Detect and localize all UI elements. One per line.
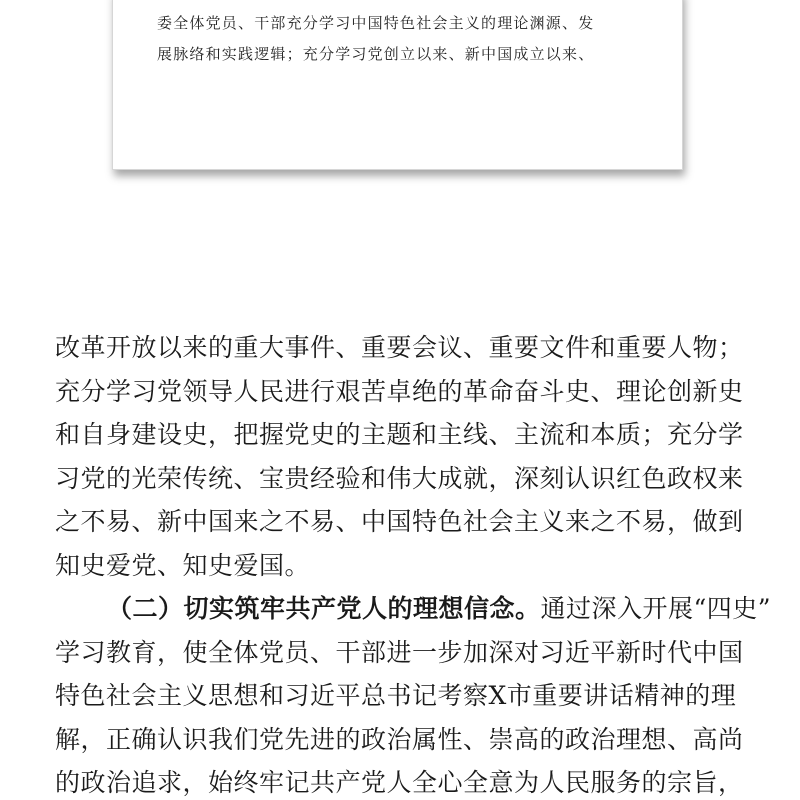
- body-line: 学习教育，使全体党员、干部进一步加深对习近平新时代中国: [55, 637, 744, 667]
- body-line: 之不易、新中国来之不易、中国特色社会主义来之不易，做到: [55, 507, 744, 536]
- body-line: 和自身建设史，把握党史的主题和主线、主流和本质；充分学: [55, 420, 744, 449]
- prev-page-line: 展脉络和实践逻辑；充分学习党创立以来、新中国成立以来、: [157, 45, 595, 63]
- prev-page-line: 委全体党员、干部充分学习中国特色社会主义的理论渊源、发: [157, 14, 595, 32]
- body-line: 知史爱党、知史爱国。: [55, 550, 311, 580]
- section-heading-line: [55, 591, 772, 635]
- body-line: 解，正确认识我们党先进的政治属性、崇高的政治理想、高尚: [55, 724, 744, 754]
- document-body: [55, 330, 772, 800]
- body-line: 特色社会主义思想和习近平总书记考察X市重要讲话精神的理: [55, 681, 737, 710]
- body-line: 的政治追求，始终牢记共产党人全心全意为人民服务的宗旨，: [55, 768, 744, 797]
- body-line: 习党的光荣传统、宝贵经验和伟大成就，深刻认识红色政权来: [55, 463, 744, 493]
- heading-continuation: 通过深入开展“四史”: [540, 594, 772, 623]
- section-heading: （二）切实筑牢共产党人的理想信念。: [107, 594, 541, 623]
- body-line: 改革开放以来的重大事件、重要会议、重要文件和重要人物；: [55, 333, 744, 362]
- body-line: 充分学习党领导人民进行艰苦卓绝的革命奋斗史、理论创新史: [55, 376, 744, 406]
- previous-page-preview: [112, 0, 683, 170]
